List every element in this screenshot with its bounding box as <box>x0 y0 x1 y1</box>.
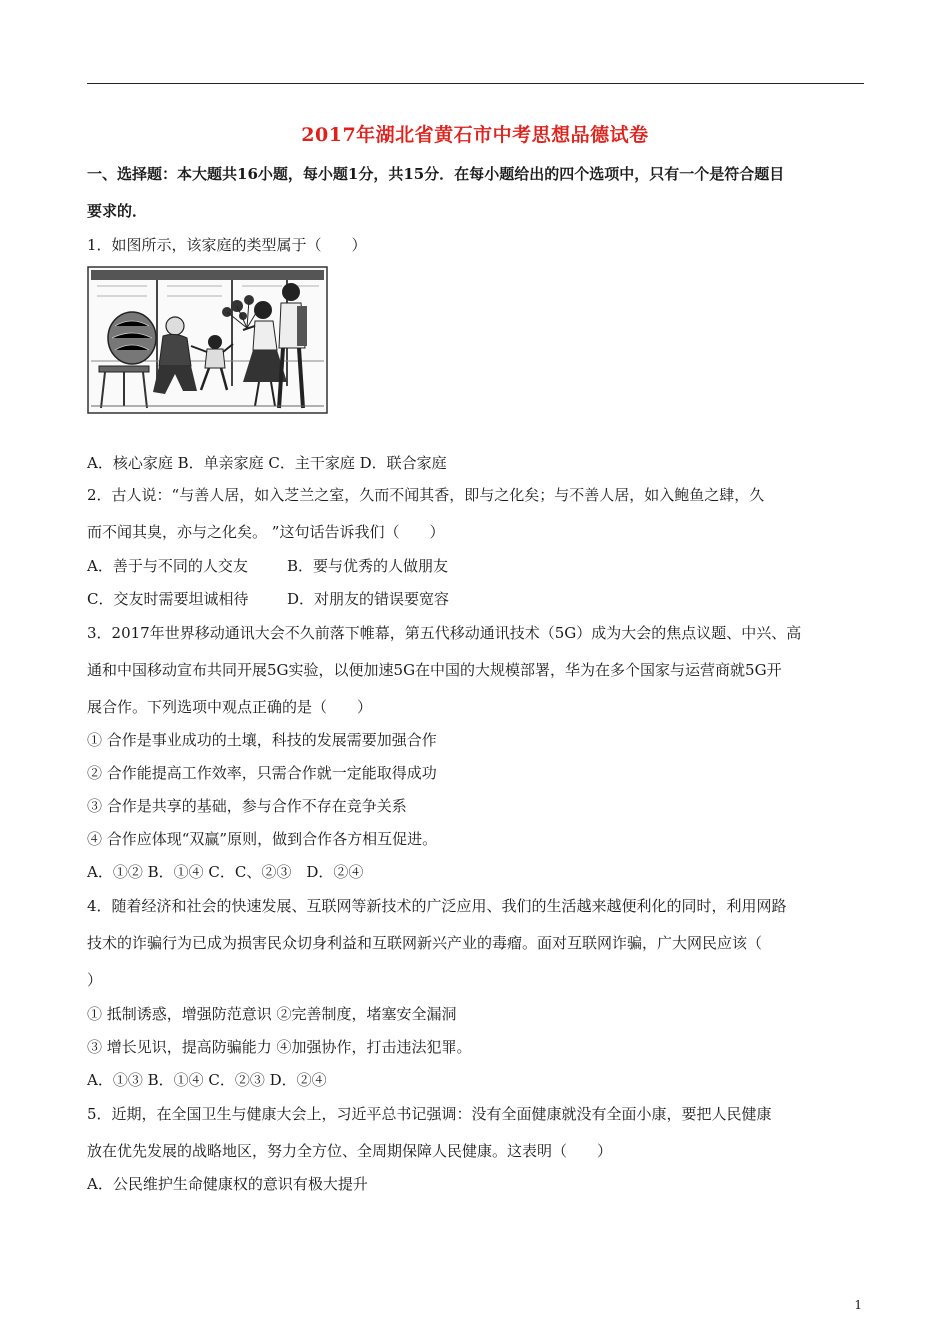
q2-stem-line2: 而不闻其臭，亦与之化矣。 ”这句话告诉我们（ ） <box>87 523 445 541</box>
q5-stem-line1: 5．近期，在全国卫生与健康大会上，习近平总书记强调：没有全面健康就没有全面小康，要把人民健康 <box>87 1105 772 1123</box>
family-illustration <box>87 266 328 414</box>
q3-item-4: ④ 合作应体现“双赢”原则，做到合作各方相互促进。 <box>87 830 438 848</box>
q2-option-b: B．要与优秀的人做朋友 <box>287 557 449 575</box>
q2-option-c: C．交友时需要坦诚相待 <box>87 590 249 608</box>
page-number: 1 <box>854 1298 862 1312</box>
q1-stem: 1．如图所示，该家庭的类型属于（ ） <box>87 236 367 254</box>
q3-stem-line1: 3．2017年世界移动通讯大会不久前落下帷幕，第五代移动通讯技术（5G）成为大会的焦点议题、中兴、高 <box>87 624 802 642</box>
q5-stem-line2: 放在优先发展的战略地区，努力全方位、全周期保障人民健康。这表明（ ） <box>87 1142 613 1160</box>
q5-option-a: A．公民维护生命健康权的意识有极大提升 <box>87 1175 368 1193</box>
section-heading-line1: 一、选择题：本大题共16小题，每小题1分，共15分．在每小题给出的四个选项中，只有一个是符合题目 <box>87 165 785 183</box>
q4-options: A．①③ B．①④ C．②③ D．②④ <box>87 1071 327 1089</box>
q3-item-3: ③ 合作是共享的基础，参与合作不存在竞争关系 <box>87 797 407 815</box>
q2-option-a: A．善于与不同的人交友 <box>87 557 248 575</box>
q3-item-1: ① 合作是事业成功的土壤，科技的发展需要加强合作 <box>87 731 437 749</box>
q4-stem-line3: ） <box>87 971 103 989</box>
q1-options: A．核心家庭 B．单亲家庭 C．主干家庭 D．联合家庭 <box>87 454 447 472</box>
q3-stem-line2: 通和中国移动宣布共同开展5G实验，以便加速5G在中国的大规模部署，华为在多个国家与运营商就5G开 <box>87 661 782 679</box>
q4-stem-line1: 4．随着经济和社会的快速发展、互联网等新技术的广泛应用、我们的生活越来越便利化的同时，利用网路 <box>87 897 787 915</box>
q4-items-line1: ① 抵制诱惑，增强防范意识 ②完善制度，堵塞安全漏洞 <box>87 1005 457 1023</box>
q4-items-line2: ③ 增长见识，提高防骗能力 ④加强协作，打击违法犯罪。 <box>87 1038 472 1056</box>
header-rule <box>87 83 864 84</box>
q2-stem-line1: 2．古人说：“与善人居，如入芝兰之室，久而不闻其香，即与之化矣；与不善人居，如入鲍鱼之肆，久 <box>87 486 765 504</box>
section-heading-line2: 要求的． <box>87 202 148 220</box>
q3-options: A．①② B．①④ C．C、②③ D．②④ <box>87 863 364 881</box>
q3-stem-line3: 展合作。下列选项中观点正确的是（ ） <box>87 698 373 716</box>
q2-option-d: D．对朋友的错误要宽容 <box>287 590 450 608</box>
q4-stem-line2: 技术的诈骗行为已成为损害民众切身利益和互联网新兴产业的毒瘤。面对互联网诈骗，广大网民应该（ <box>87 934 763 952</box>
page-title: 2017年湖北省黄石市中考思想品德试卷 <box>301 124 649 146</box>
q3-item-2: ② 合作能提高工作效率，只需合作就一定能取得成功 <box>87 764 437 782</box>
